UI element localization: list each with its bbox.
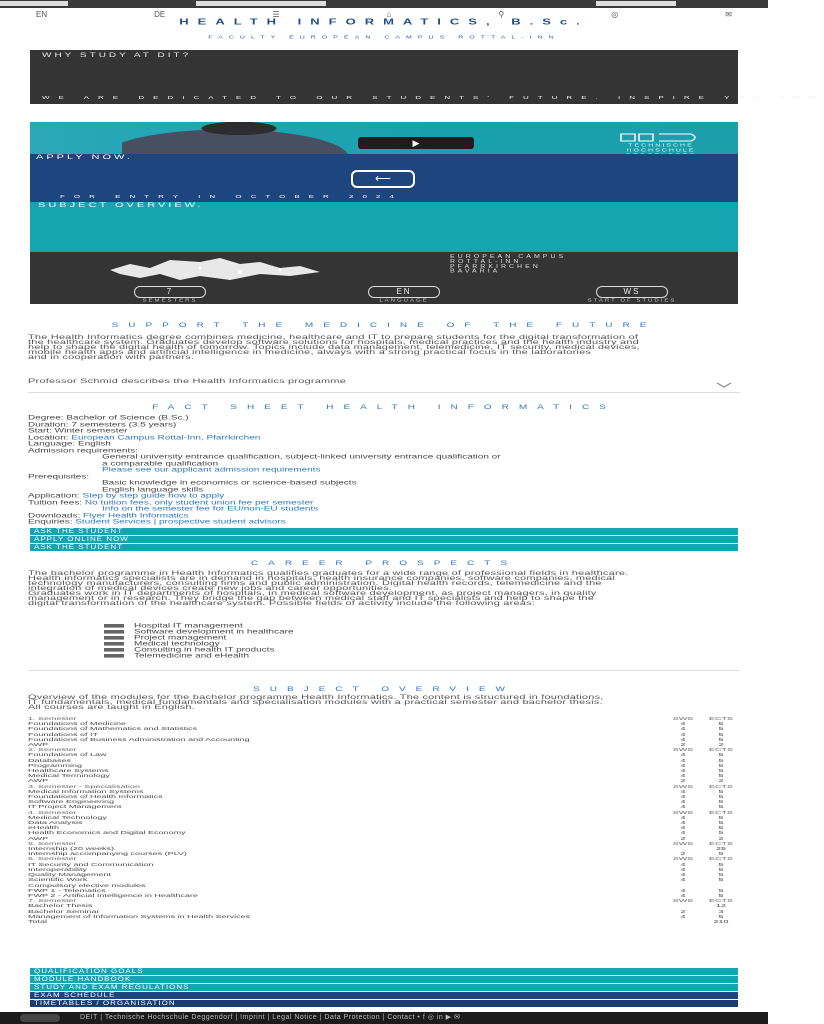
site-footer bbox=[0, 1012, 768, 1024]
ects-header-text: ECTS bbox=[708, 856, 733, 862]
factsheet-row-label: a comparable qualification bbox=[102, 459, 219, 467]
location-line: BAVARIA bbox=[450, 268, 501, 275]
ask-student-label-2: ASK THE STUDENT bbox=[34, 543, 124, 551]
factsheet-row-label: Basic knowledge in economics or science-based subjects bbox=[102, 479, 357, 487]
module-cell-text: 5 bbox=[718, 736, 724, 742]
career-section-title: CAREER PROSPECTS bbox=[250, 560, 518, 567]
support-line: The Health Informatics degree combines medicine, healthcare and IT to prepare students for the digital transformation of bbox=[28, 333, 639, 341]
page-title: HEALTH INFORMATICS, B.Sc. bbox=[179, 16, 589, 27]
module-cell-text: 4 bbox=[680, 736, 686, 742]
search-icon[interactable]: ⚲ bbox=[498, 9, 505, 19]
support-line: mobile health apps and artificial intelligence in medicine, always with a strong practical focus in the laboratories bbox=[28, 348, 592, 356]
module-cell-text: Medical Terminology bbox=[28, 772, 110, 779]
module-cell-text: 2 bbox=[680, 777, 686, 784]
semester-name-text: 1. Semester bbox=[28, 715, 77, 722]
module-cell-text: 4 bbox=[680, 819, 686, 826]
module-cell-text: 3 bbox=[718, 908, 724, 914]
start-caption: START OF STUDIES bbox=[587, 298, 677, 304]
module-cell-text: 4 bbox=[680, 887, 686, 893]
location-panel bbox=[30, 252, 738, 304]
career-line: integration of medical devices create new jobs and career opportunities. bbox=[28, 584, 393, 592]
factsheet-row bbox=[28, 507, 740, 511]
exam-regulations-button[interactable] bbox=[30, 984, 738, 991]
factsheet-row-label: Duration: 7 semesters (3.5 years) bbox=[28, 420, 177, 428]
hero-person-image bbox=[122, 122, 382, 154]
module-cell-text: 210 bbox=[713, 918, 729, 924]
module-cell-text: 2 bbox=[718, 741, 724, 748]
module-ects bbox=[702, 919, 740, 924]
video-play-button[interactable]: ▶ bbox=[358, 137, 474, 149]
module-cell-text: 25 bbox=[715, 845, 726, 852]
ects-header-text: ECTS bbox=[708, 715, 733, 722]
language-en-icon[interactable]: EN bbox=[36, 9, 48, 19]
university-logo bbox=[596, 133, 726, 153]
module-cell-text: 2 bbox=[718, 835, 724, 841]
factsheet-row-label: English language skills bbox=[102, 485, 204, 493]
module-cell-text: 5 bbox=[718, 731, 724, 737]
module-handbook-button[interactable] bbox=[30, 976, 738, 983]
module-cell-text: FWP 1 - Telematics bbox=[28, 887, 106, 893]
career-line: digital transformation of the healthcare system. Possible fields of activity include the following areas: bbox=[28, 599, 536, 607]
factsheet-row-label: Prerequisites: bbox=[28, 472, 90, 480]
university-logo-mark-icon bbox=[621, 133, 701, 141]
module-cell-text: Foundations of Business Administration and Accounting bbox=[28, 736, 250, 742]
module-cell-text: 4 bbox=[680, 767, 686, 774]
module-cell-text: 2 bbox=[680, 835, 686, 841]
module-cell-text: 5 bbox=[718, 725, 724, 732]
sws-header-text: SWS bbox=[672, 809, 694, 815]
factsheet-row-label: Tuition fees: bbox=[28, 498, 85, 506]
module-cell-text: AWP bbox=[28, 741, 49, 748]
factsheet-row bbox=[28, 481, 740, 485]
module-cell-text: 4 bbox=[680, 866, 686, 872]
career-line: management or in research. They bridge the gap between medical staff and IT specialists and help to shape the bbox=[28, 594, 595, 602]
module-cell-text: 4 bbox=[680, 798, 686, 805]
career-list bbox=[104, 624, 604, 660]
semester-name-text: 3. Semester - Specialisation bbox=[28, 783, 141, 789]
career-list-item: Telemedicine and eHealth bbox=[104, 654, 604, 658]
module-cell-text: 2 bbox=[680, 850, 686, 857]
why-study-text: WE ARE DEDICATED TO OUR STUDENTS' FUTURE. INSPIRE YOU TOO bbox=[42, 95, 824, 101]
module-cell-text: Foundations of Law bbox=[28, 751, 107, 758]
apply-now-panel bbox=[30, 154, 738, 202]
semesters-caption: SEMESTERS bbox=[142, 298, 198, 304]
module-cell-text: 5 bbox=[718, 892, 724, 898]
module-cell-text: 5 bbox=[718, 798, 724, 805]
career-list-item: Software development in healthcare bbox=[104, 630, 604, 634]
career-list-item: Consulting in health IT products bbox=[104, 648, 604, 652]
factsheet-row-label: Degree: Bachelor of Science (B.Sc.) bbox=[28, 414, 189, 422]
module-cell-text: 5 bbox=[718, 767, 724, 774]
hero-banner bbox=[30, 122, 738, 154]
module-cell-text: 5 bbox=[718, 788, 724, 794]
language-badge: EN bbox=[368, 286, 440, 298]
mail-icon[interactable]: ✉ bbox=[725, 9, 732, 19]
module-cell-text: 4 bbox=[680, 762, 686, 768]
video-accordion[interactable] bbox=[28, 377, 740, 385]
module-cell-text: Interoperability bbox=[28, 866, 88, 872]
semester-table bbox=[28, 716, 740, 924]
module-cell-text: AWP bbox=[28, 777, 49, 784]
subject-intro bbox=[28, 693, 740, 711]
module-cell-text: Compulsory elective modules bbox=[28, 882, 146, 888]
europe-map-icon bbox=[90, 256, 340, 282]
module-cell-text: 5 bbox=[718, 871, 724, 878]
subject-intro-line: IT fundamentals, medical fundamentals and specialisation modules with a practical semester and bachelor thesis. bbox=[28, 698, 603, 706]
module-cell-text: 5 bbox=[718, 861, 724, 867]
sws-header-text: SWS bbox=[672, 856, 694, 862]
module-cell-text: IT Project Management bbox=[28, 803, 122, 810]
nav-strip-segment bbox=[0, 1, 68, 6]
factsheet-row-label: Start: Winter semester bbox=[28, 427, 128, 435]
module-cell-text: Scientific Work bbox=[28, 876, 88, 883]
module-cell-text: 4 bbox=[680, 772, 686, 779]
semester-name-text: 5. Semester bbox=[28, 840, 77, 846]
career-line: technology manufacturers, consulting firms and public administration. Digital health records, telemedicine and the bbox=[28, 579, 602, 587]
apply-online-button[interactable] bbox=[30, 536, 738, 543]
ects-header-text: ECTS bbox=[708, 783, 733, 789]
module-cell-text: 5 bbox=[718, 751, 724, 758]
subject-overview-heading: SUBJECT OVERVIEW. bbox=[38, 202, 204, 209]
qualification-goals-button[interactable] bbox=[30, 968, 738, 975]
module-cell-text: 5 bbox=[718, 876, 724, 883]
module-cell-text: 5 bbox=[718, 762, 724, 768]
module-cell-text: 12 bbox=[715, 902, 726, 909]
module-cell-text: 4 bbox=[680, 725, 686, 732]
factsheet-row-label: Admission requirements: bbox=[28, 446, 139, 454]
sws-header-text: SWS bbox=[672, 897, 694, 904]
module-cell-text: Internship accompanying courses (PLV) bbox=[28, 850, 187, 857]
factsheet-row bbox=[28, 455, 740, 459]
factsheet-link[interactable]: Please see our applicant admission requirements bbox=[102, 466, 321, 474]
module-cell-text: 4 bbox=[680, 814, 686, 820]
module-cell-text: 5 bbox=[718, 803, 724, 810]
module-cell-text: 5 bbox=[718, 824, 724, 831]
module-cell-text: 2 bbox=[680, 908, 686, 914]
module-cell-text: Programming bbox=[28, 762, 83, 768]
module-cell-text: 4 bbox=[680, 892, 686, 898]
module-cell-text: 5 bbox=[718, 913, 724, 919]
factsheet-row-label: Application: bbox=[28, 492, 83, 500]
module-cell-text: 5 bbox=[718, 814, 724, 820]
module-cell-text: 5 bbox=[718, 850, 724, 857]
career-list-item: Project management bbox=[104, 636, 604, 640]
module-cell-text: 4 bbox=[680, 803, 686, 810]
nav-strip-segment bbox=[196, 1, 326, 6]
factsheet-link[interactable]: No tuition fees, only student union fee per semester bbox=[84, 498, 314, 506]
start-badge: WS bbox=[596, 286, 668, 298]
factsheet-section-title: FACT SHEET HEALTH INFORMATICS bbox=[152, 404, 616, 411]
top-nav-bar bbox=[0, 0, 768, 8]
ask-student-button[interactable] bbox=[30, 528, 738, 535]
module-cell-text: 5 bbox=[718, 793, 724, 800]
module-cell-text: 4 bbox=[680, 824, 686, 831]
subject-intro-line: All courses are taught in English. bbox=[28, 703, 195, 711]
sws-header-text: SWS bbox=[672, 840, 694, 846]
video-accordion-label[interactable]: Professor Schmid describes the Health Informatics programme bbox=[28, 377, 347, 385]
subject-intro-line: Overview of the modules for the bachelor programme Health Informatics. The content is structured in foundations, bbox=[28, 693, 604, 701]
module-cell-text: 5 bbox=[718, 829, 724, 836]
semester-name-text: 7. Semester bbox=[28, 897, 77, 904]
factsheet-link[interactable]: European Campus Rottal-Inn, Pfarrkirchen bbox=[71, 433, 261, 441]
module-cell-text: eHealth bbox=[28, 824, 60, 831]
apply-now-heading: APPLY NOW. bbox=[36, 154, 133, 161]
location-icon[interactable]: ◎ bbox=[611, 9, 619, 19]
sws-header-text: SWS bbox=[672, 783, 694, 789]
module-cell-text: Foundations of IT bbox=[28, 731, 99, 737]
module-cell-text: Management of Information Systems in Health Services bbox=[28, 913, 251, 919]
module-cell-text: Bachelor Thesis bbox=[28, 902, 93, 909]
module-cell-text: 4 bbox=[680, 829, 686, 836]
support-paragraph bbox=[28, 333, 740, 361]
factsheet-row-label: General university entrance qualification, subject-linked university entrance qualification or bbox=[102, 453, 501, 461]
ects-header-text: ECTS bbox=[708, 746, 733, 753]
footer-logo[interactable] bbox=[20, 1014, 60, 1022]
subject-section-title: SUBJECT OVERVIEW bbox=[253, 686, 515, 693]
career-line: Graduates work in IT departments of hospitals, in medical software development, as project managers, in quality bbox=[28, 589, 597, 597]
language-caption: LANGUAGE bbox=[379, 298, 429, 304]
apply-entry-text: FOR ENTRY IN OCTOBER 2024 bbox=[60, 194, 403, 200]
location-line: EUROPEAN CAMPUS bbox=[450, 254, 567, 260]
factsheet-link[interactable]: Info on the semester fee for EU/non-EU students bbox=[102, 505, 319, 513]
factsheet-link[interactable]: Flyer Health Informatics bbox=[83, 511, 189, 519]
module-cell-text: Foundations of Medicine bbox=[28, 720, 127, 727]
language-de-icon[interactable]: DE bbox=[154, 9, 166, 19]
module-cell-text: 4 bbox=[680, 720, 686, 727]
career-line: The bachelor programme in Health Informatics qualifies graduates for a wide range of professional fields in healthcare. bbox=[28, 569, 629, 577]
career-paragraph bbox=[28, 569, 740, 607]
module-handbook-label: MODULE HANDBOOK bbox=[34, 975, 132, 983]
factsheet-list bbox=[28, 416, 740, 527]
module-cell-text: Bachelor Seminar bbox=[28, 908, 100, 914]
nav-strip-segment bbox=[596, 1, 676, 6]
module-cell-text: 5 bbox=[718, 720, 724, 727]
qualification-goals-label: QUALIFICATION GOALS bbox=[34, 967, 144, 975]
factsheet-row bbox=[28, 468, 740, 472]
subject-overview-band bbox=[30, 202, 738, 252]
sws-header-text: SWS bbox=[672, 746, 694, 753]
module-cell-text: 5 bbox=[718, 887, 724, 893]
why-study-heading: WHY STUDY AT DIT? bbox=[42, 52, 192, 59]
factsheet-row bbox=[28, 429, 740, 433]
chevron-down-icon[interactable] bbox=[716, 379, 732, 385]
factsheet-link[interactable]: Step by step guide how to apply bbox=[82, 492, 225, 500]
ects-header-text: ECTS bbox=[708, 809, 733, 815]
university-logo-text: TECHNISCHE HOCHSCHULE bbox=[626, 143, 696, 153]
module-cell-text: Quality Management bbox=[28, 871, 112, 878]
semester-name-text: 6. Semester bbox=[28, 856, 77, 862]
page-subtitle: FACULTY EUROPEAN CAMPUS ROTTAL-INN bbox=[208, 35, 560, 40]
factsheet-row bbox=[28, 520, 740, 524]
location-line: PFARRKIRCHEN bbox=[450, 263, 541, 270]
career-list-item: Medical technology bbox=[104, 642, 604, 646]
apply-online-label: APPLY ONLINE NOW bbox=[34, 535, 129, 543]
support-section-title: SUPPORT THE MEDICINE OF THE FUTURE bbox=[111, 322, 657, 329]
module-cell-text: 4 bbox=[680, 788, 686, 794]
module-cell-text: 4 bbox=[680, 861, 686, 867]
factsheet-row-label: Language: English bbox=[28, 440, 111, 448]
module-cell-text: 2 bbox=[718, 777, 724, 784]
module-sws bbox=[664, 919, 702, 924]
location-line: ROTTAL-INN bbox=[450, 259, 522, 265]
ects-header-text: ECTS bbox=[708, 840, 733, 846]
support-line: help to shape the digital health of tomorrow. Topics include data management, telemedicine, IT security, medical devices, bbox=[28, 343, 640, 351]
module-cell-text: Healthcare Systems bbox=[28, 767, 109, 774]
sws-header-text: SWS bbox=[672, 715, 694, 722]
factsheet-row-label: Downloads: bbox=[28, 511, 84, 519]
module-cell-text: 4 bbox=[680, 757, 686, 763]
divider bbox=[28, 392, 740, 393]
career-line: Health informatics specialists are in demand in hospitals, health insurance companies, software companies, medical bbox=[28, 574, 616, 582]
factsheet-row-label: Enquiries: bbox=[28, 518, 76, 526]
exam-schedule-label: EXAM SCHEDULE bbox=[34, 991, 116, 999]
apply-arrow-button[interactable]: ⟵ bbox=[351, 170, 415, 188]
module-cell-text: Data Analysis bbox=[28, 819, 83, 826]
factsheet-link[interactable]: Student Services | prospective student advisors bbox=[75, 518, 286, 526]
module-cell-text: 5 bbox=[718, 757, 724, 763]
footer-links[interactable]: DEIT | Technische Hochschule Deggendorf | Imprint | Legal Notice | Data Protection | Contact • f ◎ in ▶ ✉ bbox=[80, 1014, 461, 1021]
module-cell-text: 4 bbox=[680, 876, 686, 883]
module-cell-text: 4 bbox=[680, 793, 686, 800]
divider bbox=[28, 670, 740, 671]
support-line: the healthcare system. Graduates develop software solutions for hospitals, medical practices and the health industry and bbox=[28, 338, 639, 346]
module-cell-text: Medical Technology bbox=[28, 814, 107, 820]
factsheet-row bbox=[28, 416, 740, 420]
career-list-item: Hospital IT management bbox=[104, 624, 604, 628]
module-cell-text: Software Engineering bbox=[28, 798, 115, 805]
semester-name-text: 4. Semester bbox=[28, 809, 77, 815]
factsheet-row bbox=[28, 420, 740, 428]
module-cell-text: 5 bbox=[718, 819, 724, 826]
why-study-panel bbox=[30, 50, 824, 104]
module-cell-text: 4 bbox=[680, 913, 686, 919]
support-line: and in cooperation with partners. bbox=[28, 353, 195, 361]
exam-regulations-label: STUDY AND EXAM REGULATIONS bbox=[34, 983, 190, 991]
exam-schedule-button[interactable] bbox=[30, 992, 738, 999]
semesters-badge: 7 bbox=[134, 286, 206, 298]
module-row bbox=[28, 919, 740, 924]
semester-name-text: 2. Semester bbox=[28, 746, 77, 753]
module-cell-text: 5 bbox=[718, 772, 724, 779]
module-cell-text: Total bbox=[28, 918, 48, 924]
module-cell-text: 2 bbox=[680, 741, 686, 748]
module-cell-text: 4 bbox=[680, 871, 686, 878]
factsheet-row bbox=[28, 433, 740, 441]
timetables-button[interactable] bbox=[30, 1000, 738, 1007]
module-name bbox=[28, 919, 664, 924]
module-cell-text: 4 bbox=[680, 731, 686, 737]
home-icon[interactable]: ⌂ bbox=[386, 9, 392, 19]
ask-student-label: ASK THE STUDENT bbox=[34, 527, 124, 535]
factsheet-row-label: Location: bbox=[28, 433, 72, 441]
ects-header-text: ECTS bbox=[708, 897, 733, 904]
module-cell-text: IT Security and Communication bbox=[28, 861, 154, 867]
factsheet-row bbox=[28, 442, 740, 446]
ask-student-button-2[interactable] bbox=[30, 544, 738, 551]
module-cell-text: AWP bbox=[28, 835, 49, 841]
module-cell-text: Foundations of Mathematics and Statistics bbox=[28, 725, 198, 732]
module-cell-text: Health Economics and Digital Economy bbox=[28, 829, 186, 836]
module-cell-text: Internship (20 weeks) bbox=[28, 845, 115, 852]
module-cell-text: Foundations of Health Informatics bbox=[28, 793, 163, 800]
module-cell-text: FWP 2 - Artificial Intelligence in Healthcare bbox=[28, 892, 198, 898]
factsheet-row bbox=[28, 494, 740, 498]
module-cell-text: Medical Information Systems bbox=[28, 788, 144, 794]
module-cell-text: 5 bbox=[718, 866, 724, 872]
module-cell-text: 4 bbox=[680, 751, 686, 758]
location-text bbox=[450, 255, 566, 274]
timetables-label: TIMETABLES / ORGANISATION bbox=[34, 999, 176, 1007]
module-cell-text: Databases bbox=[28, 757, 72, 763]
menu-icon[interactable]: ☰ bbox=[272, 9, 280, 19]
